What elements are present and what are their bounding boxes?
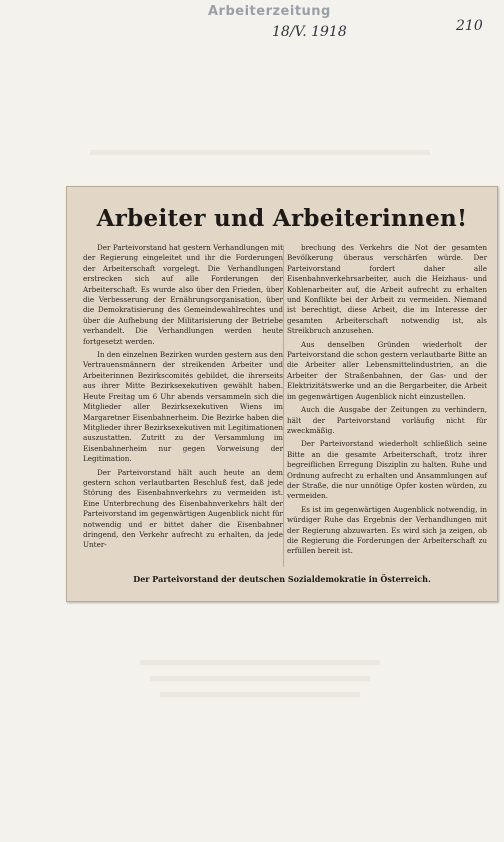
paragraph: Der Parteivorstand wiederholt schließlich seine Bitte an die gesamte Arbeiterschaft, trotz ihrer begreiflichen Erregung Disziplin zu halten. Ruhe und Ordnung aufrecht zu erhalten und Ansammlungen auf der Straße, die nur unnötige Opfer kosten würden, zu vermeiden. <box>287 439 487 501</box>
bleed-through-mark <box>140 660 380 665</box>
paragraph: In den einzelnen Bezirken wurden gestern aus den Vertrauensmännern der streikenden Arbeiter und Arbeiterinnen Bezirkscomités gebildet, die ihrerseits aus ihrer Mitte Bezirksexekutiven gewählt haben. Heute Freitag um 6 Uhr abends versammeln sich die Mitglieder aller Bezirksexekutiven Wiens im Margaretner Eisenbahnerheim. Die Bezirke haben die Mitglieder ihrer Bezirksexekutiven mit Legitimationen auszustatten. Zutritt zu der Versammlung im Eisenbahnerheim nur gegen Vorweisung der Legitimation. <box>83 350 283 464</box>
bleed-through-mark <box>150 676 370 681</box>
paragraph: Aus denselben Gründen wiederholt der Parteivorstand die schon gestern verlautbarte Bitte an die Arbeiter aller Lebensmittelindustrien, an die Arbeiter der Straßenbahnen, der Gas- und der Elektrizitätswerke und an die Bergarbeiter, die Arbeit im gegenwärtigen Augenblick nicht einzustellen. <box>287 339 487 401</box>
archive-stamp: Arbeiterzeitung <box>208 4 331 19</box>
paragraph: brechung des Verkehrs die Not der gesamten Bevölkerung überaus verschärfen würde. Der Parteivorstand fordert daher alle Eisenbahnverkehrsarbeiter, auch die Heizhaus- und Kohlenarbeiter auf, die Arbeit aufrecht zu erhalten und Konflikte bei der Arbeit zu vermeiden. Niemand ist berechtigt, diese Arbeit, die im Interesse der gesamten Arbeiterschaft notwendig ist, als Streikbruch anzusehen. <box>287 243 487 336</box>
paragraph: Es ist im gegenwärtigen Augenblick notwendig, in würdiger Ruhe das Ergebnis der Verhandlungen mit der Regierung abzuwarten. Es wird sich ja zeigen, ob die Regierung die Forderungen der Arbeiterschaft zu erfüllen bereit ist. <box>287 504 487 556</box>
bleed-through-mark <box>90 150 430 155</box>
paragraph: Der Parteivorstand hält auch heute an dem gestern schon verlautbarten Beschluß fest, daß jede Störung des Eisenbahnverkehrs zu vermeiden ist. Eine Unterbrechung des Eisenbahnverkehrs hält der Parteivorstand im gegenwärtigen Augenblick nicht für notwendig und er bittet daher die Eisenbahner dringend, den Verkehr aufrecht zu erhalten, da jede Unter- <box>83 467 283 550</box>
handwritten-page-number: 210 <box>456 18 483 34</box>
column-separator <box>283 245 284 567</box>
article-headline: Arbeiter und Arbeiterinnen! <box>96 205 468 232</box>
bleed-through-mark <box>160 692 360 697</box>
article-column-left <box>83 243 283 554</box>
article-signature: Der Parteivorstand der deutschen Sozialdemokratie in Österreich. <box>133 574 431 584</box>
article-column-right <box>287 243 487 560</box>
paragraph: Auch die Ausgabe der Zeitungen zu verhindern, hält der Parteivorstand vorläufig nicht für zweckmäßig. <box>287 405 487 435</box>
handwritten-date: 18/V. 1918 <box>272 24 347 40</box>
newspaper-clipping <box>66 186 498 602</box>
paragraph: Der Parteivorstand hat gestern Verhandlungen mit der Regierung eingeleitet und ihr die Forderungen der Arbeiterschaft vorgelegt. Die Verhandlungen erstrecken sich auf alle Forderungen der Arbeiterschaft. Es wurde also über den Frieden, über die Verbesserung der Ernährungsorganisation, über die Demokratisierung des Gemeindewahlrechtes und über die Aufhebung der Militarisierung der Betriebe verhandelt. Die Verhandlungen werden heute fortgesetzt werden. <box>83 243 283 346</box>
